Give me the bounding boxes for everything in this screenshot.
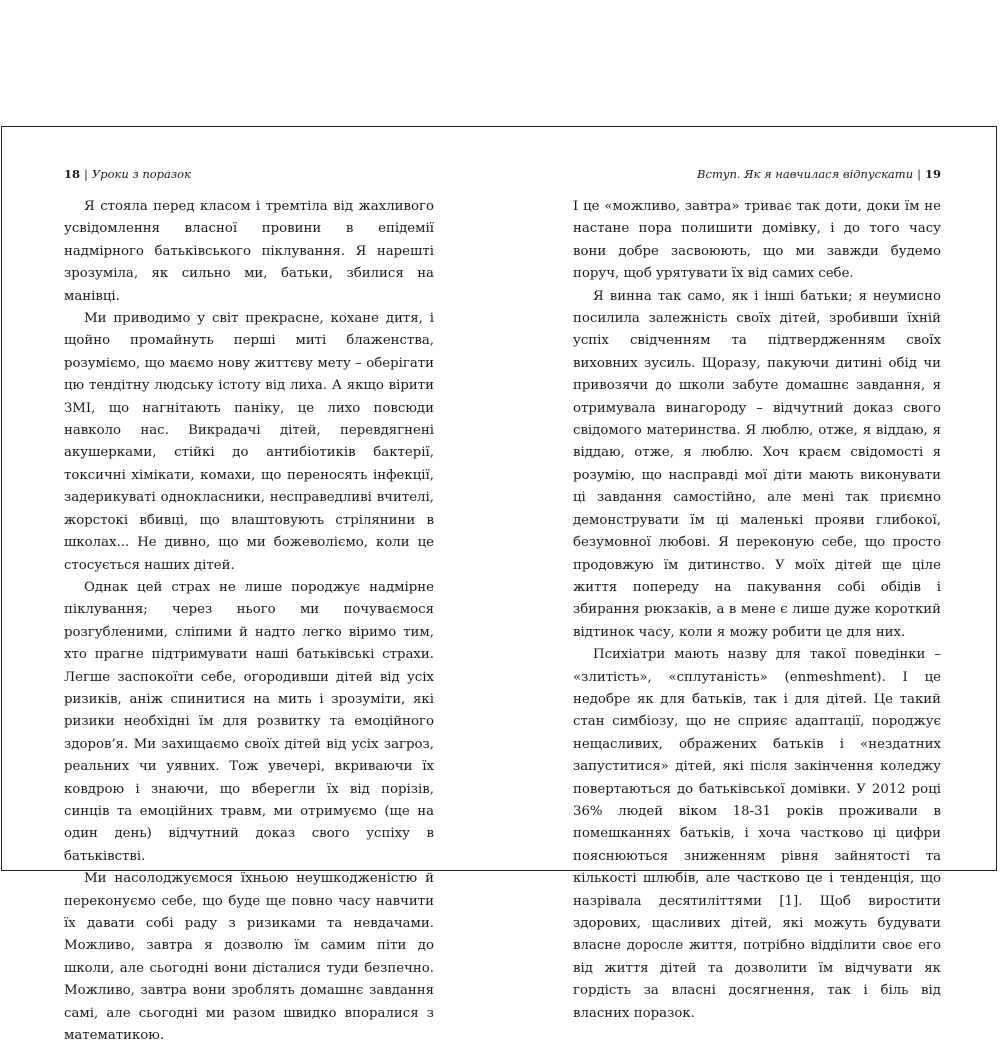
paragraph: Я стояла перед класом і тремтіла від жахливого усвідомлення власної провини в епідемії надмірного батьківського піклування. Я нарешті зрозуміла, як сильно ми, батьки, збилися на манівці. xyxy=(64,199,434,304)
paragraph: Ми приводимо у світ прекрасне, кохане дитя, і щойно промайнуть перші миті блаженства, розуміємо, що маємо нову життєву мету – оберігати цю тендітну людську істоту від лиха. А якщо вірити ЗМІ, що нагнітають паніку, це лихо повсюди навколо нас. Викрадачі дітей, перевдягнені акушерками, стійкі до антибіотиків бактерії, токсичні хімікати, комахи, що переносять інфекції, задерикуваті однокласники, несправедливі вчителі, жорстокі вбивці, що влаштовують стрілянини в школах... Не дивно, що ми божеволіємо, коли це стосується наших дітей. xyxy=(64,311,434,573)
paragraph: Однак цей страх не лише породжує надмірне піклування; через нього ми почуваємося розгубленими, сліпими й надто легко віримо тим, хто прагне підтримувати наші батьківські страхи. Легше заспокоїти себе, огородивши дітей від усіх ризиків, аніж спинитися на мить і зрозуміти, які ризики необхідні їм для розвитку та емоційного здоров’я. Ми захищаємо своїх дітей від усіх загроз, реальних чи уявних. Тож увечері, вкриваючи їх ковдрою і знаючи, що вберегли їх від порізів, синців та емоційних травм, ми отримуємо (ще на один день) відчутний доказ свого успіху в батьківстві. xyxy=(64,579,434,864)
paragraph: Ми насолоджуємося їхньою неушкодженістю й переконуємо себе, що буде ще повно часу навчити їх давати собі раду з ризиками та невдачами. Можливо, завтра я дозволю їм самим піти до школи, але сьогодні вони дісталися туди безпечно. Можливо, завтра вони зроблять домашнє завдання самі, але сьогодні ми разом швидко впоралися з математикою. xyxy=(64,871,434,1044)
header-separator: | xyxy=(917,167,921,181)
paragraph: Психіатри мають назву для такої поведінки – «злитість», «сплутаність» (enmeshment). І це недобре як для батьків, так і для дітей. Це такий стан симбіозу, що не сприяє адаптації, породжує нещасливих, ображених батьків і «нездатних запуститися» дітей, які після закінчення коледжу повертаються до батьківської домівки. У 2012 році 36% людей віком 18-31 років проживали в помешканнях батьків, і хоча частково ці цифри пояснюються зниженням рівня зайнятості та кількості шлюбів, але частково це і тенденція, що назрівала десятиліттями [1]. Щоб виростити здорових, щасливих дітей, які можуть будувати власне доросле життя, потрібно відділити своє его від життя дітей та дозволити їм відчувати як гордість за власні досягнення, так і біль від власних поразок. xyxy=(573,647,941,1021)
page-number: 19 xyxy=(924,167,941,181)
book-spread xyxy=(1,126,997,1044)
running-title: Уроки з поразок xyxy=(91,167,191,181)
page-number: 18 xyxy=(64,167,81,181)
left-page-body xyxy=(64,196,434,1047)
right-page-header xyxy=(697,166,941,182)
right-page xyxy=(500,127,998,1021)
header-separator: | xyxy=(84,167,88,181)
right-page-body xyxy=(573,196,941,1025)
paragraph: І це «можливо, завтра» триває так доти, доки їм не настане пора полишити домівку, і до того часу вони добре засвоюють, що ми завжди будемо поруч, щоб урятувати їх від самих себе. xyxy=(573,199,941,282)
left-page xyxy=(2,127,500,1044)
paragraph: Я винна так само, як і інші батьки; я неумисно посилила залежність своїх дітей, зробивши їхній успіх свідченням та підтвердженням своїх виховних зусиль. Щоразу, пакуючи дитині обід чи привозячи до школи забуте домашнє завдання, я отримувала винагороду – відчутний доказ свого свідомого материнства. Я люблю, отже, я віддаю, я віддаю, отже, я люблю. Хоч краєм свідомості я розумію, що насправді мої діти мають виконувати ці завдання самостійно, але мені так приємно демонструвати їм ці маленькі прояви глибокої, безумовної любові. Я переконую себе, що просто продовжую їм дитинство. У моїх дітей ще ціле життя попереду на пакування собі обідів і збирання рюкзаків, а в мене є лише дуже короткий відтинок часу, коли я можу робити це для них. xyxy=(573,288,941,640)
left-page-header xyxy=(64,166,191,182)
running-title: Вступ. Як я навчилася відпускати xyxy=(697,167,914,181)
